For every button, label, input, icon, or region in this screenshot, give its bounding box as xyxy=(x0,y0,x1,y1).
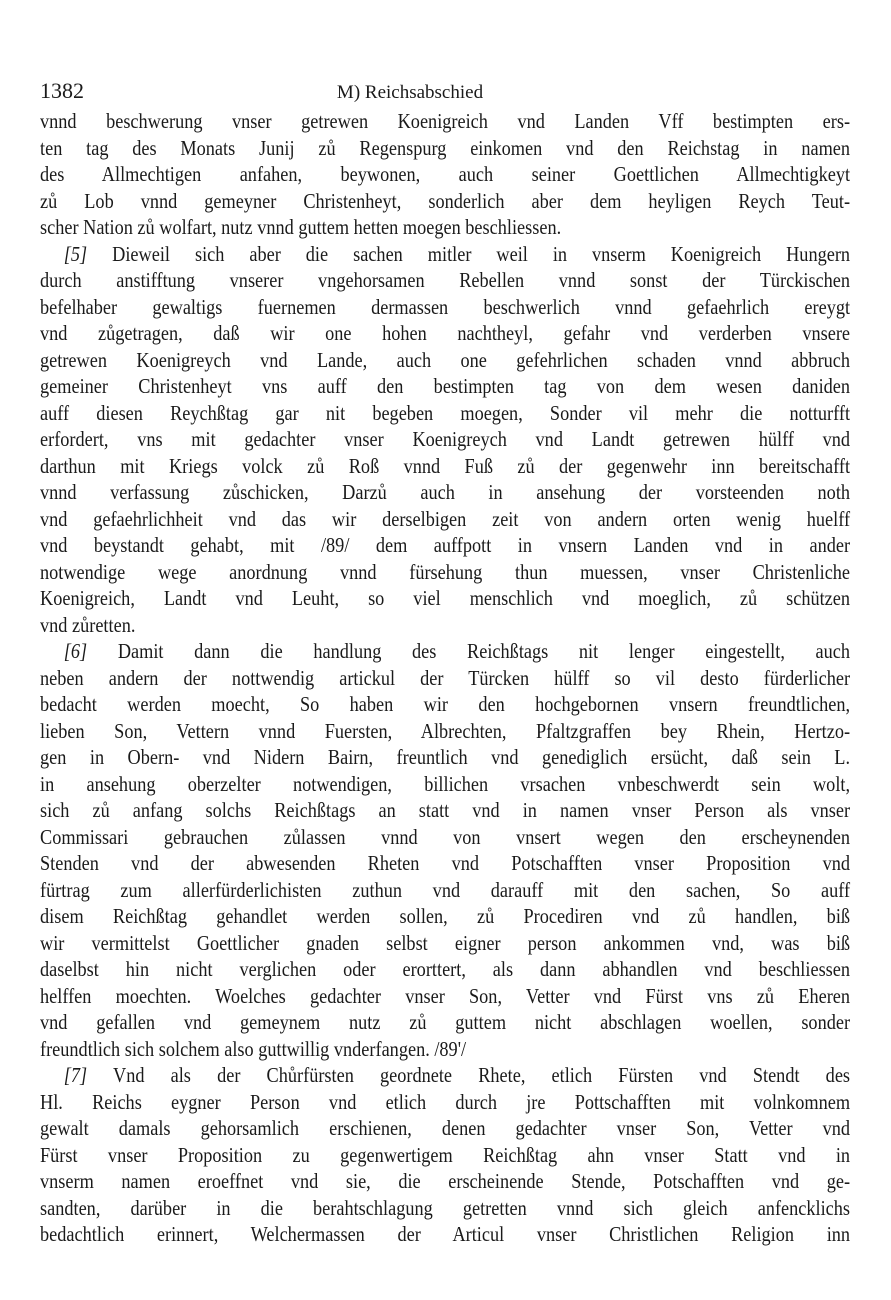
line-text: bedachtlich erinnert, Welchermassen der Articul vnser Christlichen Religion inn xyxy=(40,1222,851,1246)
text-line xyxy=(40,188,850,215)
paragraph-marker: [5] xyxy=(63,241,88,266)
text-line xyxy=(40,214,850,241)
line-text: notwendige wege anordnung vnnd fürsehung thun muessen, vnser Christenliche xyxy=(40,559,851,584)
line-text: vnd zůretten. xyxy=(40,612,136,637)
text-line xyxy=(40,453,850,480)
line-text: wir vermittelst Goettlicher gnaden selbst eigner person ankommen vnd, was biß xyxy=(40,930,851,955)
line-text: Dieweil sich aber die sachen mitler weil in vnserm Koenigreich Hungern xyxy=(112,241,851,266)
line-text: in ansehung oberzelter notwendigen, billichen vrsachen vnbeschwerdt sein wolt, xyxy=(40,771,851,796)
paragraph xyxy=(40,638,850,1062)
text-line xyxy=(40,294,850,321)
text-line xyxy=(40,1009,850,1036)
text-line xyxy=(40,956,850,983)
text-line xyxy=(40,1168,850,1195)
text-line xyxy=(40,1062,850,1089)
line-text: vnnd verfassung zůschicken, Darzů auch in ansehung der vorsteenden noth xyxy=(40,480,851,504)
paragraph xyxy=(40,108,850,241)
text-line xyxy=(40,161,850,188)
line-text: vnd zůgetragen, daß wir one hohen nachtheyl, gefahr vnd verderben vnsere xyxy=(40,321,851,345)
text-line xyxy=(40,506,850,533)
text-line xyxy=(40,241,850,268)
body-text xyxy=(40,108,850,1248)
text-line xyxy=(40,1195,850,1222)
page-number: 1382 xyxy=(40,78,84,103)
line-text: vnserm namen eroeffnet vnd sie, die erscheinende Stende, Potschafften vnd ge- xyxy=(40,1169,851,1193)
line-text: disem Reichßtag gehandlet werden sollen, zů Procediren vnd zů handlen, biß xyxy=(40,904,851,928)
line-text: daselbst hin nicht verglichen oder erorttert, als dann abhandlen vnd beschliessen xyxy=(40,957,851,981)
text-line xyxy=(40,479,850,506)
line-text: freundtlich sich solchem also guttwillig vnderfangen. /89'/ xyxy=(40,1036,467,1061)
text-line xyxy=(40,771,850,798)
line-text: Fürst vnser Proposition zu gegenwertigem Reichßtag ahn vnser Statt vnd in xyxy=(40,1142,851,1167)
line-text: vnd gefaehrlichheit vnd das wir derselbigen zeit von andern orten wenig huelff xyxy=(40,506,851,531)
line-text: Stenden vnd der abwesenden Rheten vnd Potschafften vnser Proposition vnd xyxy=(40,851,851,875)
line-text: Damit dann die handlung des Reichßtags nit lenger eingestellt, auch xyxy=(117,639,851,663)
line-text: ten tag des Monats Junij zů Regenspurg einkomen vnd den Reichstag in namen xyxy=(40,135,851,160)
line-text: vnd gefallen vnd gemeynem nutz zů guttem nicht abschlagen woellen, sonder xyxy=(40,1010,851,1034)
text-line xyxy=(40,426,850,453)
text-line xyxy=(40,797,850,824)
text-line xyxy=(40,665,850,692)
line-text: zů Lob vnnd gemeyner Christenheyt, sonderlich aber dem heyligen Reych Teut- xyxy=(40,188,851,213)
line-text: neben andern der nottwendig artickul der Türcken hülff so vil desto fürderlicher xyxy=(40,665,851,690)
line-text: durch anstifftung vnserer vngehorsamen Rebellen vnnd sonst der Türckischen xyxy=(40,268,851,292)
line-text: gewalt damals gehorsamlich erschienen, denen gedachter vnser Son, Vetter vnd xyxy=(40,1116,851,1140)
text-line xyxy=(40,320,850,347)
text-line xyxy=(40,903,850,930)
line-text: sich zů anfang solchs Reichßtags an statt vnd in namen vnser Person als vnser xyxy=(40,798,851,822)
text-line xyxy=(40,108,850,135)
text-line xyxy=(40,1142,850,1169)
text-line xyxy=(40,347,850,374)
running-title: M) Reichsabschied xyxy=(336,82,484,103)
text-line xyxy=(40,585,850,612)
line-text: Commissari gebrauchen zůlassen vnnd von vnsert wegen den erscheynenden xyxy=(40,824,851,849)
paragraph xyxy=(40,1062,850,1248)
text-line xyxy=(40,1089,850,1116)
paragraph-marker: [6] xyxy=(63,639,88,663)
line-text: Hl. Reichs eygner Person vnd etlich durch jre Pottschafften mit volnkomnem xyxy=(40,1089,851,1114)
paragraph-marker: [7] xyxy=(63,1063,88,1087)
text-line xyxy=(40,612,850,639)
text-line xyxy=(40,983,850,1010)
text-line xyxy=(40,1221,850,1248)
line-text: befelhaber gewaltigs fuernemen dermassen beschwerlich vnnd gefaehrlich ereygt xyxy=(40,294,851,319)
text-line xyxy=(40,135,850,162)
text-line xyxy=(40,1036,850,1063)
line-text: Vnd als der Chůrfürsten geordnete Rhete, etlich Fürsten vnd Stendt des xyxy=(112,1063,851,1087)
text-line xyxy=(40,267,850,294)
line-text: vnnd beschwerung vnser getrewen Koenigreich vnd Landen Vff bestimpten ers- xyxy=(40,109,851,133)
line-text: erfordert, vns mit gedachter vnser Koenigreych vnd Landt getrewen hülff vnd xyxy=(40,427,851,451)
line-text: vnd beystandt gehabt, mit /89/ dem auffpott in vnsern Landen vnd in ander xyxy=(40,533,851,557)
line-text: gemeiner Christenheyt vns auff den bestimpten tag von dem wesen daniden xyxy=(40,374,851,398)
line-text: sandten, darüber in die berahtschlagung getretten vnnd sich gleich anfencklichs xyxy=(40,1195,851,1220)
text-line xyxy=(40,718,850,745)
text-line xyxy=(40,824,850,851)
text-line xyxy=(40,559,850,586)
line-text: scher Nation zů wolfart, nutz vnnd guttem hetten moegen beschliessen. xyxy=(40,215,562,239)
text-line xyxy=(40,373,850,400)
text-line xyxy=(40,744,850,771)
text-line xyxy=(40,400,850,427)
line-text: des Allmechtigen anfahen, beywonen, auch seiner Goettlichen Allmechtigkeyt xyxy=(40,162,851,186)
text-line xyxy=(40,877,850,904)
line-text: auff diesen Reychßtag gar nit begeben moegen, Sonder vil mehr die notturfft xyxy=(40,400,851,425)
text-line xyxy=(40,1115,850,1142)
text-line xyxy=(40,532,850,559)
line-text: lieben Son, Vettern vnnd Fuersten, Albrechten, Pfaltzgraffen bey Rhein, Hertzo- xyxy=(40,718,851,743)
line-text: darthun mit Kriegs volck zů Roß vnnd Fuß zů der gegenwehr inn bereitschafft xyxy=(40,453,851,478)
line-text: helffen moechten. Woelches gedachter vnser Son, Vetter vnd Fürst vns zů Eheren xyxy=(40,983,851,1008)
line-text: gen in Obern- vnd Nidern Bairn, freuntlich vnd genediglich ersücht, daß sein L. xyxy=(40,745,851,769)
text-line xyxy=(40,638,850,665)
line-text: Koenigreich, Landt vnd Leuht, so viel menschlich vnd moeglich, zů schützen xyxy=(40,586,851,610)
line-text: getrewen Koenigreych vnd Lande, auch one gefehrlichen schaden vnnd abbruch xyxy=(40,347,851,372)
text-line xyxy=(40,850,850,877)
text-line xyxy=(40,930,850,957)
text-line xyxy=(40,691,850,718)
line-text: bedacht werden moecht, So haben wir den hochgebornen vnsern freundtlichen, xyxy=(40,692,851,716)
line-text: fürtrag zum allerfürderlichisten zuthun vnd darauff mit den sachen, So auff xyxy=(40,877,851,902)
paragraph xyxy=(40,241,850,639)
